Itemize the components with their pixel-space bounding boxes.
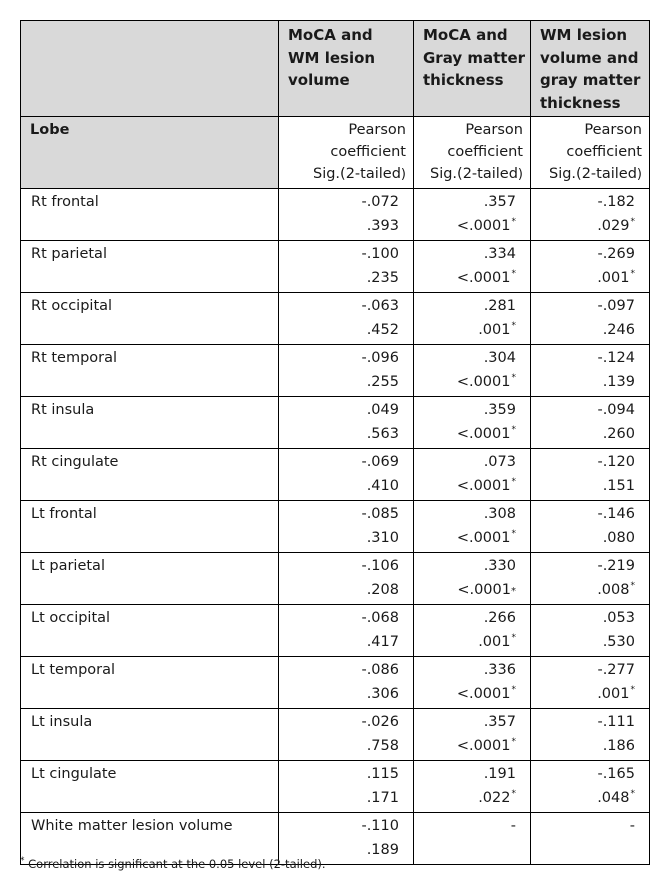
table-row bbox=[21, 761, 650, 813]
significance-value: .530 bbox=[602, 634, 635, 650]
significance-line bbox=[541, 370, 635, 394]
lobe-name: Rt occipital bbox=[21, 293, 279, 345]
significance-line bbox=[541, 578, 635, 602]
significance-line bbox=[289, 370, 399, 394]
significance-line bbox=[424, 214, 516, 238]
significance-line bbox=[289, 318, 399, 342]
significance-value: .171 bbox=[366, 790, 399, 806]
lobe-name: Rt temporal bbox=[21, 345, 279, 397]
significance-value: .186 bbox=[602, 738, 635, 754]
significance-value: .410 bbox=[366, 478, 399, 494]
pearson-coefficient: -.094 bbox=[597, 402, 635, 418]
significance-value: .393 bbox=[366, 218, 399, 234]
significance-line bbox=[289, 214, 399, 238]
value-cell bbox=[531, 709, 650, 761]
significance-value: .139 bbox=[602, 374, 635, 390]
pearson-coefficient: .308 bbox=[483, 506, 516, 522]
sig-label: Sig.(2-tailed) bbox=[313, 166, 406, 182]
significance-line bbox=[289, 786, 399, 810]
significance-line bbox=[424, 578, 516, 604]
table-row bbox=[21, 397, 650, 449]
pearson-coefficient: -.063 bbox=[361, 298, 399, 314]
value-cell bbox=[531, 189, 650, 241]
significance-line bbox=[424, 474, 516, 498]
significance-value: .246 bbox=[602, 322, 635, 338]
significance-value: <.0001 bbox=[456, 270, 511, 286]
lobe-name: White matter lesion volume bbox=[21, 813, 279, 865]
pearson-coefficient: -.106 bbox=[361, 558, 399, 574]
significance-value: <.0001 bbox=[456, 478, 511, 494]
significance-asterisk: * bbox=[630, 269, 635, 280]
sig-label: Sig.(2-tailed) bbox=[549, 166, 642, 182]
coefficient-label: coefficient bbox=[447, 144, 523, 160]
significance-line bbox=[424, 682, 516, 706]
significance-asterisk: * bbox=[511, 321, 516, 332]
significance-line bbox=[289, 682, 399, 706]
pearson-coefficient: .334 bbox=[483, 246, 516, 262]
table-row bbox=[21, 189, 650, 241]
header-row bbox=[21, 21, 650, 117]
significance-value: .306 bbox=[366, 686, 399, 702]
significance-value: .758 bbox=[366, 738, 399, 754]
pearson-label: Pearson bbox=[348, 122, 406, 138]
significance-line bbox=[541, 422, 635, 446]
value-cell bbox=[414, 345, 531, 397]
significance-value: .255 bbox=[366, 374, 399, 390]
significance-line bbox=[541, 214, 635, 238]
significance-line bbox=[424, 630, 516, 654]
pearson-coefficient: -.146 bbox=[597, 506, 635, 522]
lobe-name: Rt frontal bbox=[21, 189, 279, 241]
pearson-coefficient: -.269 bbox=[597, 246, 635, 262]
value-cell bbox=[531, 449, 650, 501]
stat-header-col1 bbox=[279, 117, 414, 189]
pearson-coefficient: -.277 bbox=[597, 662, 635, 678]
significance-line bbox=[424, 422, 516, 446]
pearson-coefficient: -.072 bbox=[361, 194, 399, 210]
pearson-coefficient: -.100 bbox=[361, 246, 399, 262]
header-wm-lesion-gray-matter: WM lesion volume and gray matter thickness bbox=[531, 21, 650, 117]
lobe-name: Lt occipital bbox=[21, 605, 279, 657]
lobe-name: Lt cingulate bbox=[21, 761, 279, 813]
significance-value: .260 bbox=[602, 426, 635, 442]
value-cell bbox=[414, 241, 531, 293]
stat-header-col3 bbox=[531, 117, 650, 189]
significance-line bbox=[289, 526, 399, 550]
value-cell bbox=[531, 397, 650, 449]
significance-value: <.0001 bbox=[456, 530, 511, 546]
value-cell bbox=[279, 709, 414, 761]
significance-value: .310 bbox=[366, 530, 399, 546]
significance-line bbox=[424, 318, 516, 342]
coefficient-label: coefficient bbox=[566, 144, 642, 160]
pearson-coefficient: -.097 bbox=[597, 298, 635, 314]
significance-asterisk: * bbox=[511, 685, 516, 696]
significance-value: .208 bbox=[366, 582, 399, 598]
significance-line bbox=[541, 682, 635, 706]
significance-asterisk: * bbox=[511, 269, 516, 280]
pearson-coefficient: -.086 bbox=[361, 662, 399, 678]
significance-value: .029 bbox=[597, 218, 630, 234]
significance-asterisk: * bbox=[511, 425, 516, 436]
significance-value: <.0001 bbox=[456, 686, 511, 702]
significance-value: <.0001 bbox=[456, 218, 511, 234]
value-cell bbox=[279, 605, 414, 657]
pearson-coefficient: - bbox=[510, 818, 516, 834]
value-cell bbox=[414, 813, 531, 865]
significance-asterisk: * bbox=[630, 685, 635, 696]
pearson-coefficient: .073 bbox=[483, 454, 516, 470]
significance-line bbox=[541, 526, 635, 550]
value-cell bbox=[279, 189, 414, 241]
significance-asterisk: * bbox=[511, 477, 516, 488]
value-cell bbox=[414, 501, 531, 553]
significance-asterisk: * bbox=[511, 789, 516, 800]
significance-asterisk: * bbox=[511, 217, 516, 228]
pearson-coefficient: .191 bbox=[483, 766, 516, 782]
significance-asterisk: * bbox=[511, 737, 516, 748]
lobe-name: Rt parietal bbox=[21, 241, 279, 293]
pearson-coefficient: -.165 bbox=[597, 766, 635, 782]
value-cell bbox=[414, 189, 531, 241]
significance-line bbox=[424, 266, 516, 290]
value-cell bbox=[531, 761, 650, 813]
value-cell bbox=[279, 241, 414, 293]
pearson-coefficient: .336 bbox=[483, 662, 516, 678]
significance-value: .417 bbox=[366, 634, 399, 650]
significance-line bbox=[541, 266, 635, 290]
significance-line bbox=[424, 370, 516, 394]
value-cell bbox=[414, 605, 531, 657]
value-cell bbox=[414, 761, 531, 813]
stat-header-col2 bbox=[414, 117, 531, 189]
value-cell bbox=[414, 449, 531, 501]
value-cell bbox=[414, 293, 531, 345]
value-cell bbox=[279, 345, 414, 397]
value-cell bbox=[279, 501, 414, 553]
value-cell bbox=[531, 501, 650, 553]
significance-line bbox=[289, 422, 399, 446]
value-cell bbox=[531, 293, 650, 345]
table-row bbox=[21, 293, 650, 345]
significance-value: .022 bbox=[478, 790, 511, 806]
significance-line bbox=[541, 786, 635, 810]
significance-line bbox=[289, 630, 399, 654]
value-cell bbox=[279, 657, 414, 709]
pearson-coefficient: .266 bbox=[483, 610, 516, 626]
significance-value: <.0001 bbox=[456, 426, 511, 442]
value-cell bbox=[414, 709, 531, 761]
significance-line bbox=[289, 578, 399, 602]
significance-value: <.0001 bbox=[456, 374, 511, 390]
significance-line bbox=[541, 630, 635, 654]
table-row bbox=[21, 657, 650, 709]
pearson-coefficient: .357 bbox=[483, 714, 516, 730]
footnote-text: Correlation is significant at the 0.05 level (2-tailed). bbox=[28, 857, 326, 871]
significance-line bbox=[424, 786, 516, 810]
pearson-coefficient: .053 bbox=[602, 610, 635, 626]
significance-value: .189 bbox=[366, 842, 399, 858]
sig-label: Sig.(2-tailed) bbox=[430, 166, 523, 182]
pearson-coefficient: .115 bbox=[366, 766, 399, 782]
lobe-name: Lt temporal bbox=[21, 657, 279, 709]
pearson-coefficient: -.219 bbox=[597, 558, 635, 574]
significance-value: .080 bbox=[602, 530, 635, 546]
pearson-coefficient: -.026 bbox=[361, 714, 399, 730]
pearson-coefficient: -.111 bbox=[597, 714, 635, 730]
lobe-name: Lt insula bbox=[21, 709, 279, 761]
table-row bbox=[21, 709, 650, 761]
significance-value: .001 bbox=[478, 322, 511, 338]
significance-value: <.0001 bbox=[457, 582, 511, 598]
significance-value: <.0001 bbox=[456, 738, 511, 754]
significance-line bbox=[541, 734, 635, 758]
table-row bbox=[21, 605, 650, 657]
significance-asterisk: * bbox=[511, 633, 516, 644]
pearson-coefficient: .357 bbox=[483, 194, 516, 210]
pearson-coefficient: -.110 bbox=[361, 818, 399, 834]
significance-line bbox=[541, 474, 635, 498]
table-row bbox=[21, 241, 650, 293]
lobe-name: Rt cingulate bbox=[21, 449, 279, 501]
pearson-coefficient: .281 bbox=[483, 298, 516, 314]
pearson-label: Pearson bbox=[465, 122, 523, 138]
value-cell bbox=[279, 397, 414, 449]
significance-value: .235 bbox=[366, 270, 399, 286]
header-moca-wm-lesion: MoCA and WM lesion volume bbox=[279, 21, 414, 117]
header-blank-cell bbox=[21, 21, 279, 117]
pearson-coefficient: .330 bbox=[483, 558, 516, 574]
significance-line bbox=[541, 318, 635, 342]
correlation-table bbox=[20, 20, 650, 865]
value-cell bbox=[531, 553, 650, 605]
footnote-asterisk: * bbox=[20, 856, 25, 867]
value-cell bbox=[531, 605, 650, 657]
significance-value: .001 bbox=[478, 634, 511, 650]
value-cell bbox=[279, 449, 414, 501]
significance-line bbox=[424, 734, 516, 758]
significance-asterisk: * bbox=[511, 586, 516, 597]
pearson-coefficient: .049 bbox=[366, 402, 399, 418]
significance-value: .151 bbox=[602, 478, 635, 494]
pearson-coefficient: .304 bbox=[483, 350, 516, 366]
significance-value: .001 bbox=[597, 686, 630, 702]
coefficient-label: coefficient bbox=[330, 144, 406, 160]
significance-value: .001 bbox=[597, 270, 630, 286]
pearson-coefficient: -.120 bbox=[597, 454, 635, 470]
subheader-row bbox=[21, 117, 650, 189]
significance-line bbox=[289, 474, 399, 498]
significance-value: .452 bbox=[366, 322, 399, 338]
significance-line bbox=[424, 526, 516, 550]
value-cell bbox=[531, 345, 650, 397]
lobe-name: Lt parietal bbox=[21, 553, 279, 605]
value-cell bbox=[531, 657, 650, 709]
pearson-coefficient: -.085 bbox=[361, 506, 399, 522]
pearson-coefficient: - bbox=[629, 818, 635, 834]
pearson-coefficient: -.124 bbox=[597, 350, 635, 366]
pearson-coefficient: -.182 bbox=[597, 194, 635, 210]
value-cell bbox=[414, 553, 531, 605]
significance-value: .008 bbox=[597, 582, 630, 598]
value-cell bbox=[279, 761, 414, 813]
significance-line bbox=[289, 734, 399, 758]
value-cell bbox=[414, 397, 531, 449]
pearson-coefficient: .359 bbox=[483, 402, 516, 418]
pearson-coefficient: -.096 bbox=[361, 350, 399, 366]
value-cell bbox=[531, 241, 650, 293]
pearson-coefficient: -.069 bbox=[361, 454, 399, 470]
significance-asterisk: * bbox=[630, 789, 635, 800]
lobe-header: Lobe bbox=[21, 117, 279, 189]
significance-value: .563 bbox=[366, 426, 399, 442]
lobe-name: Lt frontal bbox=[21, 501, 279, 553]
table-row bbox=[21, 553, 650, 605]
table-row bbox=[21, 501, 650, 553]
footnote bbox=[20, 857, 326, 871]
lobe-name: Rt insula bbox=[21, 397, 279, 449]
table-row bbox=[21, 449, 650, 501]
value-cell bbox=[414, 657, 531, 709]
significance-value: .048 bbox=[597, 790, 630, 806]
value-cell bbox=[279, 553, 414, 605]
value-cell bbox=[279, 293, 414, 345]
significance-asterisk: * bbox=[511, 529, 516, 540]
significance-asterisk: * bbox=[511, 373, 516, 384]
significance-line bbox=[289, 266, 399, 290]
value-cell bbox=[531, 813, 650, 865]
significance-asterisk: * bbox=[630, 217, 635, 228]
pearson-coefficient: -.068 bbox=[361, 610, 399, 626]
header-moca-gray-matter: MoCA and Gray matter thickness bbox=[414, 21, 531, 117]
table-row bbox=[21, 345, 650, 397]
significance-asterisk: * bbox=[630, 581, 635, 592]
pearson-label: Pearson bbox=[584, 122, 642, 138]
